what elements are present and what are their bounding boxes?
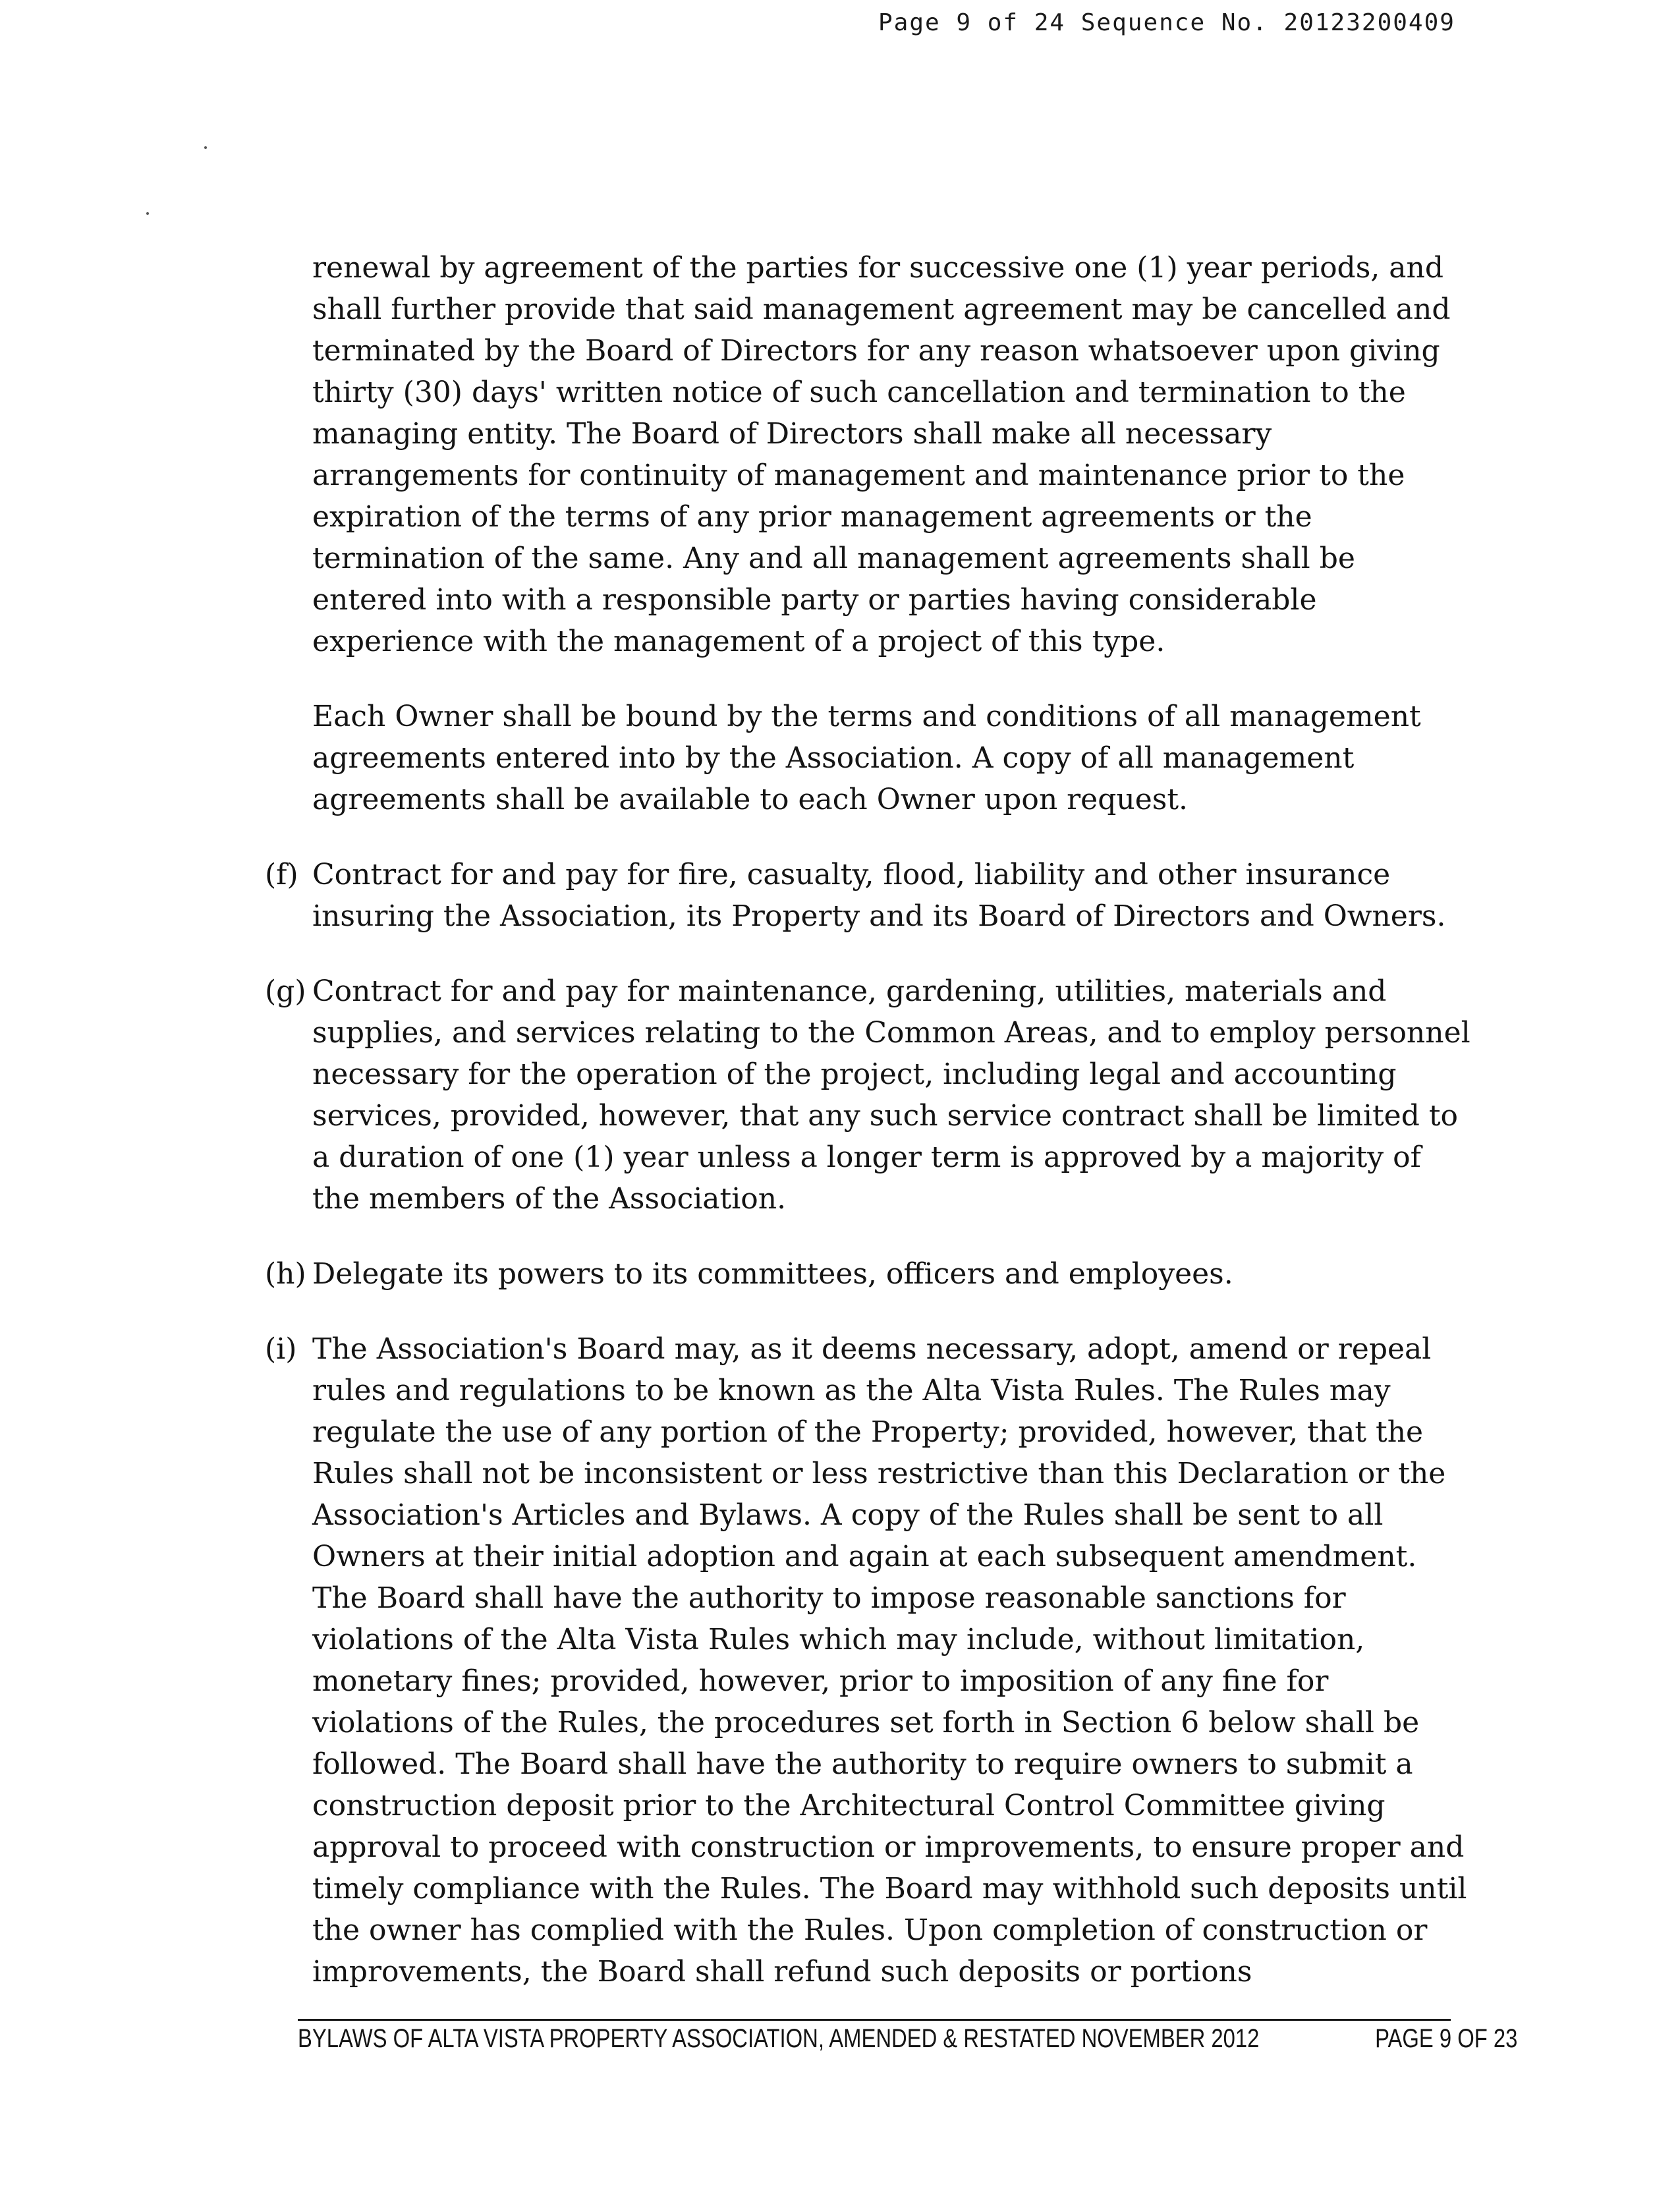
footer-title: BYLAWS OF ALTA VISTA PROPERTY ASSOCIATION, AMENDED & RESTATED NOVEMBER 2012 <box>298 2024 1260 2053</box>
sequence-stamp: Page 9 of 24 Sequence No. 20123200409 <box>878 9 1455 36</box>
list-item-f <box>265 854 1472 937</box>
scan-speck <box>204 146 207 149</box>
list-item-h <box>265 1253 1472 1295</box>
list-item-g <box>265 971 1472 1220</box>
document-body <box>265 247 1472 2026</box>
item-text: The Association's Board may, as it deems necessary, adopt, amend or repeal rules and regulations to be known as the Alta Vista Rules. The Rules may regulate the use of any portion of the Property; provided, however, that the Rules shall not be inconsistent or less restrictive than this Declaration or the Association's Articles and Bylaws. A copy of the Rules shall be sent to all Owners at their initial adoption and again at each subsequent amendment. The Board shall have the authority to impose reasonable sanctions for violations of the Alta Vista Rules which may include, without limitation, monetary fines; provided, however, prior to imposition of any fine for violations of the Rules, the procedures set forth in Section 6 below shall be followed. The Board shall have the authority to require owners to submit a construction deposit prior to the Architectural Control Committee giving approval to proceed with construction or improvements, to ensure proper and timely compliance with the Rules. The Board may withhold such deposits until the owner has complied with the Rules. Upon completion of construction or improvements, the Board shall refund such deposits or portions <box>312 1332 1467 1989</box>
item-marker: (g) <box>265 975 306 1008</box>
footer-page-number: PAGE 9 OF 23 <box>1375 2024 1518 2053</box>
item-marker: (i) <box>265 1332 297 1366</box>
owners-bound-paragraph: Each Owner shall be bound by the terms and conditions of all management agreements entered into by the Association. A copy of all management agreements shall be available to each Owner upon request. <box>312 700 1421 816</box>
continuation-paragraph: renewal by agreement of the parties for successive one (1) year periods, and shall further provide that said management agreement may be cancelled and terminated by the Board of Directors for any reason whatsoever upon giving thirty (30) days' written notice of such cancellation and termination to the managing entity. The Board of Directors shall make all necessary arrangements for continuity of management and maintenance prior to the expiration of the terms of any prior management agreements or the termination of the same. Any and all management agreements shall be entered into with a responsible party or parties having considerable experience with the management of a project of this type. <box>312 251 1451 658</box>
item-text: Delegate its powers to its committees, officers and employees. <box>312 1257 1233 1291</box>
item-marker: (f) <box>265 858 298 891</box>
item-text: Contract for and pay for maintenance, gardening, utilities, materials and supplies, and services relating to the Common Areas, and to employ personnel necessary for the operation of the project, including legal and accounting services, provided, however, that any such service contract shall be limited to a duration of one (1) year unless a longer term is approved by a majority of the members of the Association. <box>312 975 1470 1216</box>
scan-speck <box>146 212 149 215</box>
footer-divider <box>298 2019 1451 2021</box>
list-item-i <box>265 1328 1472 1992</box>
item-marker: (h) <box>265 1257 306 1291</box>
item-text: Contract for and pay for fire, casualty, flood, liability and other insurance insuring the Association, its Property and its Board of Directors and Owners. <box>312 858 1446 933</box>
